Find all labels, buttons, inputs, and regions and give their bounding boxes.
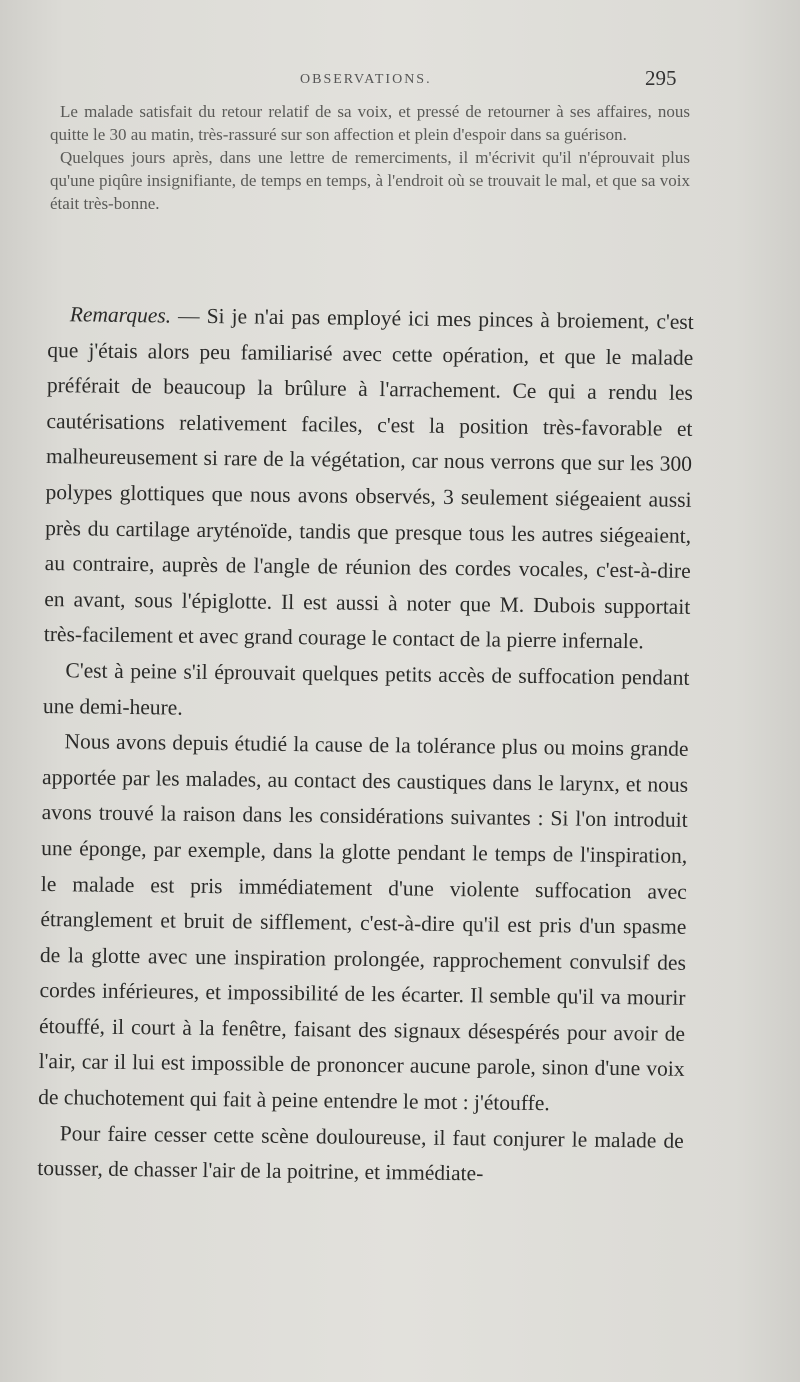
page-number: 295 (645, 66, 677, 90)
remarks-paragraph-3: Nous avons depuis étudié la cause de la tolérance plus ou moins grande apportée par les malades, au contact des caustiques dans le larynx, et nous avons trouvé la raison dans les considérations suivantes : Si l'on introduit une éponge, par exemple, dans la glotte pendant le temps de l'inspiration, le malade est pris immédiatement d'une violente suffocation avec étranglement et bruit de sifflement, c'est-à-dire qu'il est pris d'un spasme de la glotte avec une inspiration prolongée, rapprochement convulsif des cordes inférieures, et impossibilité de les écarter. Il semble qu'il va mourir étouffé, il court à la fenêtre, faisant des signaux désespérés pour avoir de l'air, car il lui est impossible de prononcer aucune parole, sinon d'une voix de chuchotement qui fait à peine entendre le mot : j'étouffe. (38, 729, 689, 1116)
observation-text (50, 100, 690, 215)
page-header (0, 66, 800, 96)
remarks-paragraph-2: C'est à peine s'il éprouvait quelques petits accès de suffocation pendant une demi-heure. (42, 658, 690, 720)
running-head: OBSERVATIONS. (300, 72, 432, 87)
remarks-paragraph-1 (44, 297, 694, 661)
remarks-text (37, 297, 694, 1195)
observation-paragraph-1: Le malade satisfait du retour relatif de sa voix, et pressé de retourner à ses affaires, nous quitte le 30 au matin, très-rassuré sur son affection et plein d'espoir dans sa guérison. (50, 102, 690, 144)
remarks-paragraph-1-body: — Si je n'ai pas employé ici mes pinces à broiement, c'est que j'étais alors peu familiarisé avec cette opération, et que le malade préférait de beaucoup la brûlure à l'arrachement. Ce qui a rendu les cautérisations relativement faciles, c'est la position très-favorable et malheureusement si rare de la végétation, car nous verrons que sur les 300 polypes glottiques que nous avons observés, 3 seulement siégeaient aussi près du cartilage aryténoïde, tandis que presque tous les autres siégeaient, au contraire, auprès de l'angle de réunion des cordes vocales, c'est-à-dire en avant, sous l'épiglotte. Il est aussi à noter que M. Dubois supportait très-facilement et avec grand courage le contact de la pierre infernale. (43, 303, 694, 654)
observation-paragraph-2: Quelques jours après, dans une lettre de remerciments, il m'écrivit qu'il n'éprouvait plus qu'une piqûre insignifiante, de temps en temps, à l'endroit où se trouvait le mal, et que sa voix était très-bonne. (50, 148, 690, 213)
remarks-label: Remarques. (69, 302, 172, 328)
remarks-paragraph-4: Pour faire cesser cette scène douloureuse, il faut conjurer le malade de tousser, de chasser l'air de la poitrine, et immédiate- (37, 1120, 684, 1186)
